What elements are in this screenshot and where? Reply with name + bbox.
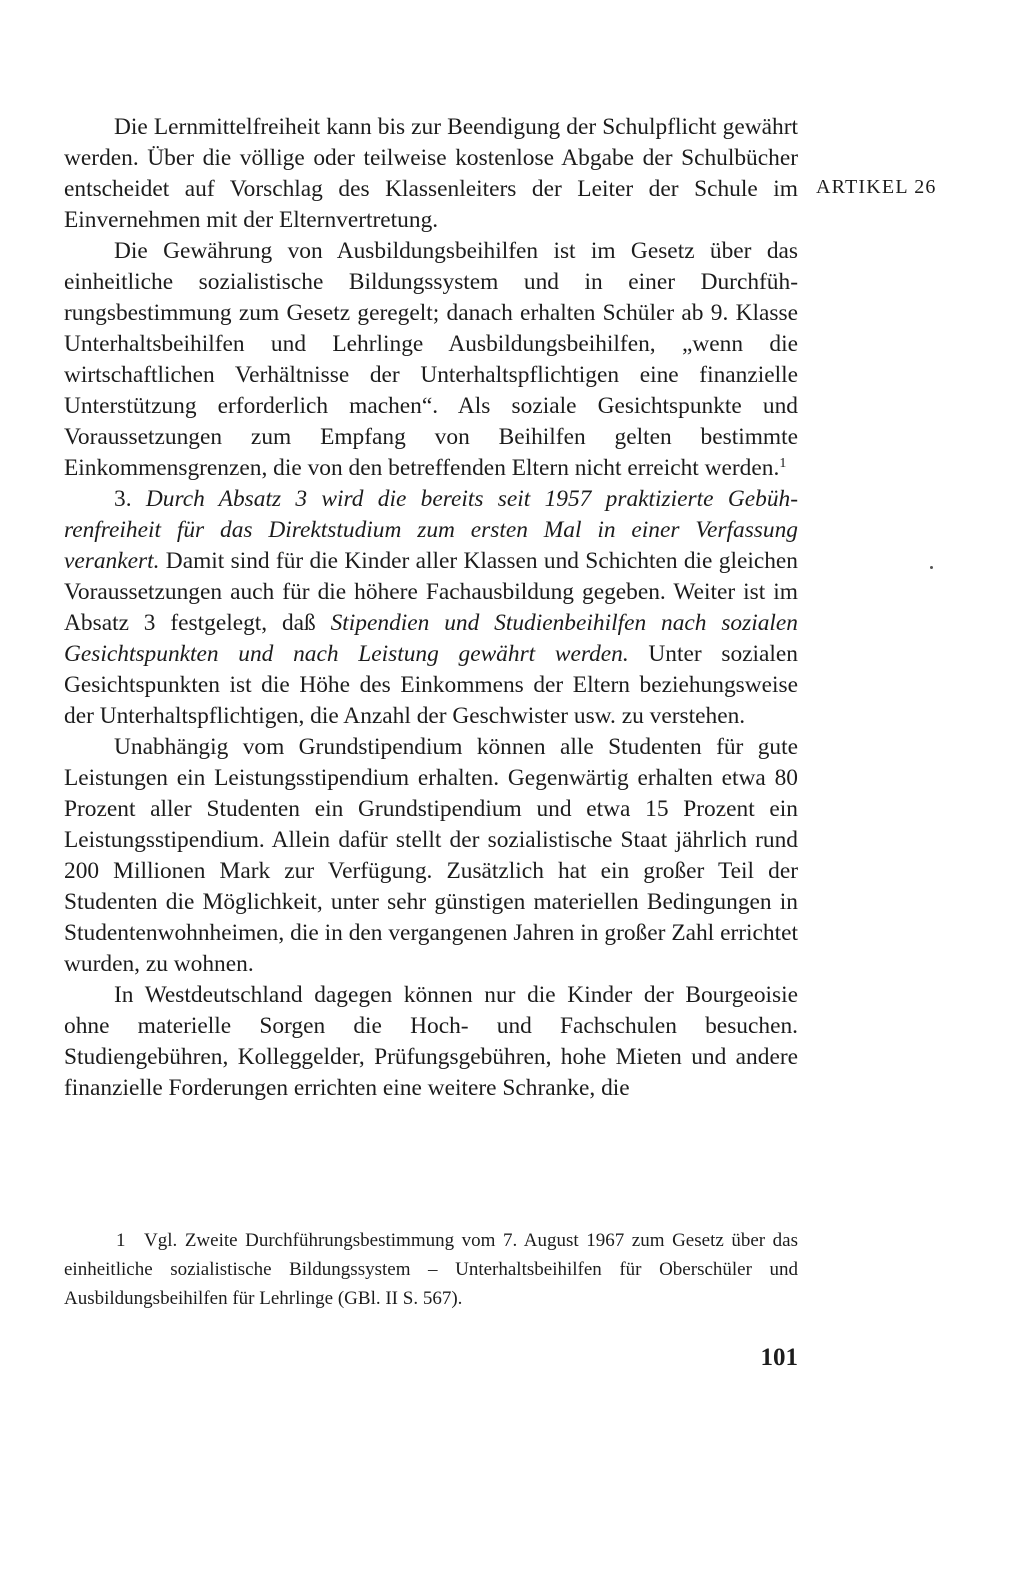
- text-run: 3.: [114, 486, 146, 512]
- paragraph: [64, 236, 798, 484]
- italic-run: Stipendien und Studienbeihilfen nach sozialen Gesichtspunkten und nach Leistung gewährt werden.: [64, 610, 798, 667]
- paragraph: [64, 980, 798, 1104]
- footnote-1: [64, 1226, 798, 1313]
- footnote-mark: 1: [116, 1230, 126, 1251]
- margin-note-article: ARTIKEL 26: [816, 176, 937, 198]
- text-run: In Westdeutschland dagegen können nur die Kinder der Bourgeoisie ohne materielle Sorgen die Hoch- und Fachschulen besuchen. Studiengebühren, Kolleggelder, Prüfungsgebühren, hohe Mieten und andere finanzielle Forderungen errichten eine weitere Schranke, die: [64, 982, 798, 1101]
- text-run: Die Lernmittelfreiheit kann bis zur Beendigung der Schulpflicht gewährt werden. Über die völlige oder teilweise kostenlose Abgabe der Schulbücher entscheidet auf Vorschlag des Klassenleiters der Leiter der Schule im Einvernehmen mit der Elternvertretung.: [64, 114, 798, 233]
- paragraph: [64, 732, 798, 980]
- footnote-text: Vgl. Zweite Durchführungsbestimmung vom 7. August 1967 zum Gesetz über das einheitliche sozialistische Bildungssystem – Unterhaltsbeihilfen für Oberschüler und Ausbildungsbeihilfen für Lehrlinge (GBl. II S. 567).: [64, 1230, 798, 1309]
- paragraph: [64, 112, 798, 236]
- body-text: [64, 112, 798, 1104]
- page-number: 101: [760, 1344, 798, 1371]
- footnotes: [64, 1226, 798, 1313]
- italic-run: Durch Absatz 3 wird die bereits seit 1957 praktizierte Gebührenfreiheit für das Direktstudium zum ersten Mal in einer Verfassung verankert.: [64, 486, 799, 574]
- text-run: Damit sind für die Kinder aller Klassen und Schichten die gleichen Voraussetzungen auch für die höhere Fachausbildung gegeben. Weiter ist im Absatz 3 festgelegt, daß: [64, 548, 798, 636]
- print-speck: [930, 566, 933, 569]
- footnote-reference: 1: [779, 456, 787, 471]
- text-run: Unabhängig vom Grundstipendium können alle Studenten für gute Leistungen ein Leistungsstipendium erhalten. Gegenwärtig erhalten etwa 80 Prozent aller Studenten ein Grundstipendium und etwa 15 Prozent ein Leistungsstipendium. Allein dafür stellt der sozialistische Staat jährlich rund 200 Millionen Mark zur Verfügung. Zusätzlich hat ein großer Teil der Studenten die Möglichkeit, unter sehr günstigen materiellen Bedingungen in Studentenwohnheimen, die in den vergangenen Jahren in großer Zahl errichtet wurden, zu wohnen.: [64, 734, 798, 977]
- text-run: Die Gewährung von Ausbildungsbeihilfen ist im Gesetz über das einheitliche sozialistische Bildungssystem und in einer Durchführungsbestimmung zum Gesetz geregelt; danach erhalten Schüler ab 9. Klasse Unterhaltsbeihilfen und Lehrlinge Ausbildungsbeihilfen, „wenn die wirtschaftlichen Verhältnisse der Unterhaltspflichtigen eine finanzielle Unterstützung erforderlich machen“. Als soziale Gesichtspunkte und Voraussetzungen zum Empfang von Beihilfen gelten bestimmte Einkommensgrenzen, die von den betreffenden Eltern nicht erreicht werden.: [64, 238, 798, 481]
- paragraph: [64, 484, 798, 732]
- text-run: Unter sozialen Gesichtspunkten ist die Höhe des Einkommens der Eltern beziehungsweise der Unterhaltspflichtigen, die Anzahl der Geschwister usw. zu verstehen.: [64, 641, 798, 729]
